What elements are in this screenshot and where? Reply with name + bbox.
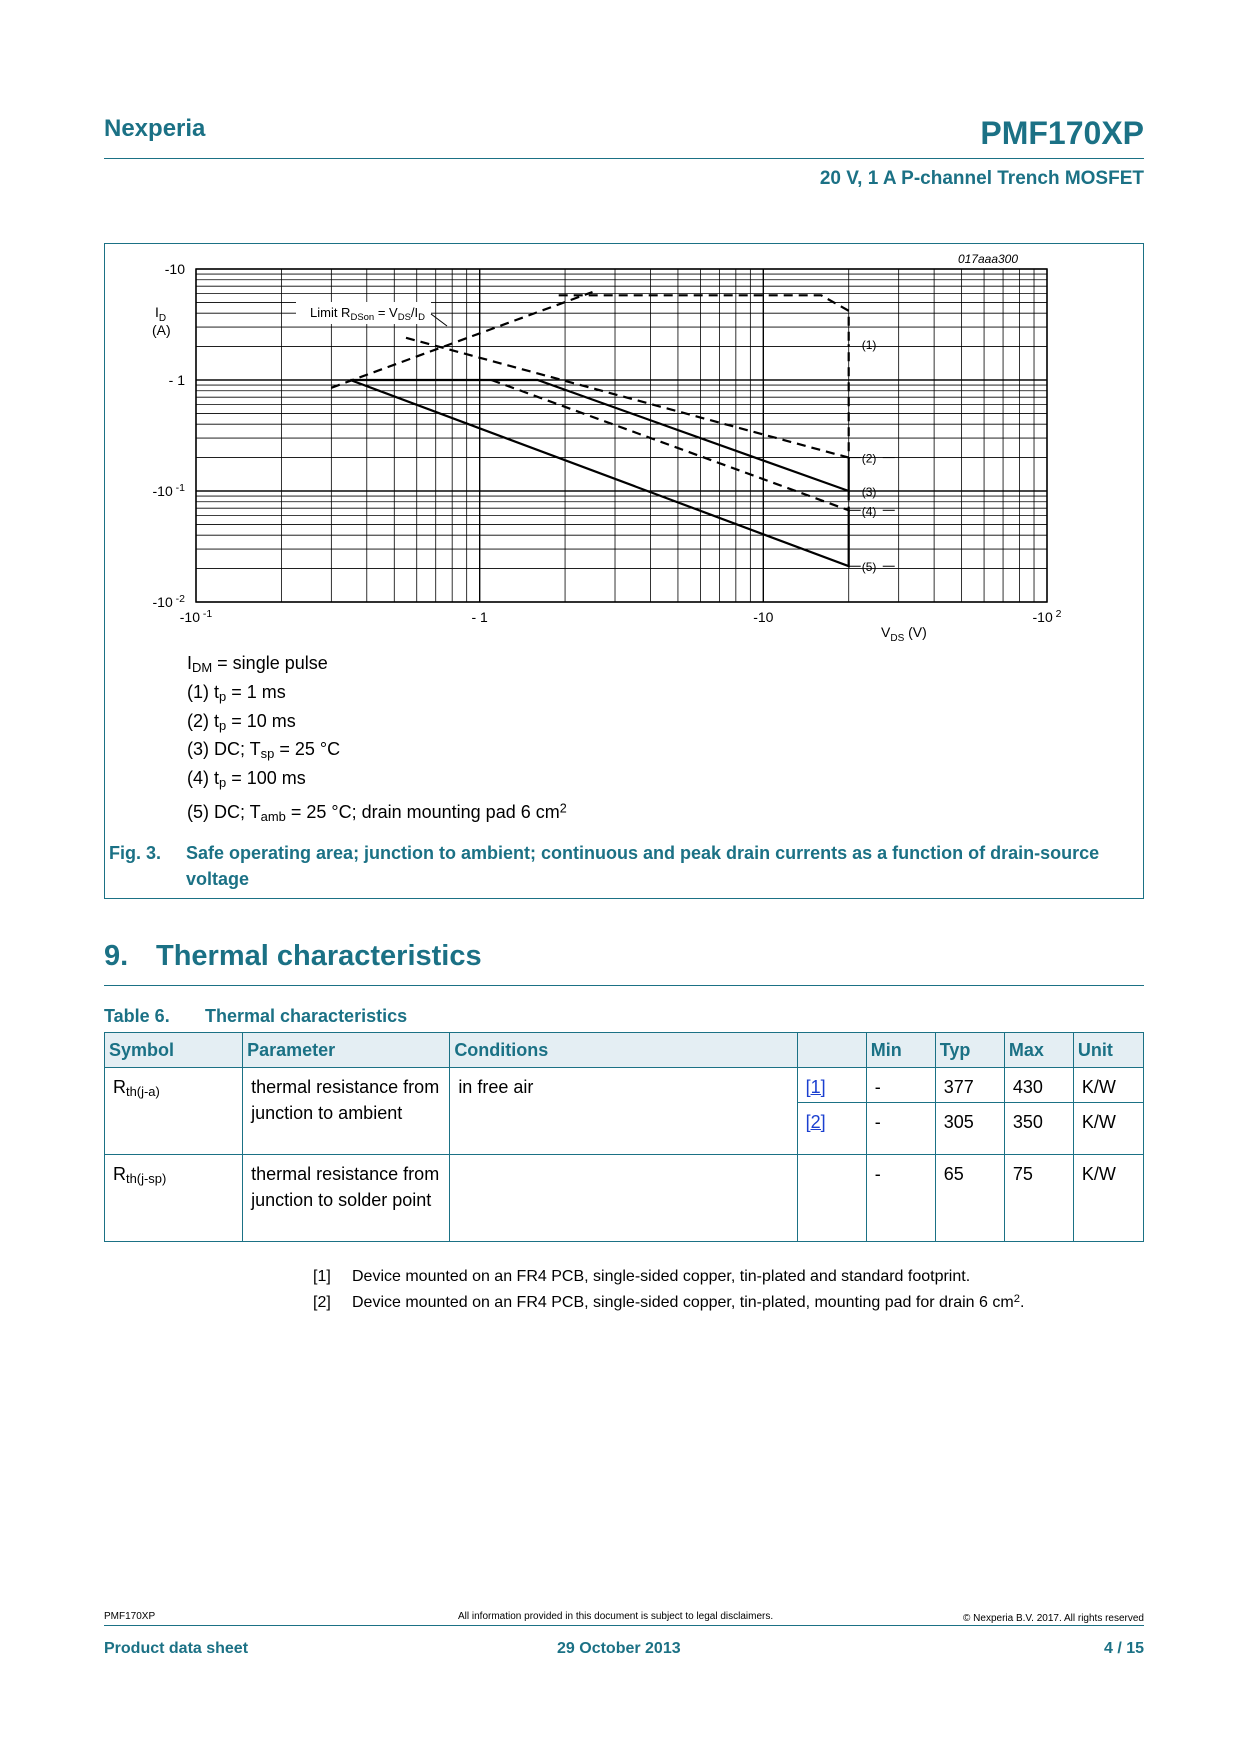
table-row bbox=[105, 1155, 1144, 1242]
x-axis-label: $V_{DS}$ (V) bbox=[881, 624, 927, 644]
series-label-1: (1) bbox=[861, 338, 877, 353]
col-header-typ: Typ bbox=[935, 1033, 1004, 1068]
limit-label-leader bbox=[431, 314, 447, 326]
x-tick-label: -10 $^{-1}$ bbox=[179, 608, 213, 625]
table-notes bbox=[313, 1264, 1024, 1316]
table-note-2: [2] Device mounted on an FR4 PCB, single-sided copper, tin-plated, mounting pad for drain 6 $cm^2$. bbox=[313, 1292, 1025, 1311]
section-rule bbox=[104, 985, 1144, 986]
cell-min: - bbox=[866, 1068, 935, 1103]
table-caption: Table 6. Thermal characteristics bbox=[104, 1006, 408, 1026]
figure-number: Fig. 3. bbox=[109, 843, 162, 863]
cell-conditions: in free air bbox=[450, 1068, 797, 1155]
cell-ref bbox=[797, 1155, 866, 1242]
footer-copyright: © Nexperia B.V. 2017. All rights reserved bbox=[963, 1613, 1144, 1624]
footer-document-type: Product data sheet bbox=[104, 1640, 249, 1657]
x-tick-label: -10 $^2$ bbox=[1032, 608, 1062, 625]
x-tick-label: -10 bbox=[753, 609, 774, 625]
cell-typ: 377 bbox=[935, 1068, 1004, 1103]
figure-box bbox=[104, 243, 1144, 899]
figure-legend bbox=[187, 649, 567, 827]
series-3 bbox=[350, 380, 848, 491]
y-tick-label: -10 $^{-2}$ bbox=[152, 593, 185, 610]
col-header-ref bbox=[797, 1033, 866, 1068]
series-label-2: (2) bbox=[861, 451, 877, 466]
y-tick-label: -10 bbox=[164, 261, 185, 277]
cell-ref bbox=[797, 1103, 866, 1155]
cell-min: - bbox=[866, 1155, 935, 1242]
series-label-3: (3) bbox=[861, 485, 877, 499]
series-label-5: (5) bbox=[861, 560, 877, 575]
soa-chart bbox=[105, 244, 1143, 648]
y-axis-label: $I_D$ bbox=[155, 304, 167, 324]
part-number: PMF170XP bbox=[980, 115, 1144, 151]
series-label-4: (4) bbox=[861, 504, 877, 519]
legend-idm: $I_{DM}$ = single pulse bbox=[187, 653, 328, 676]
cell-max: 430 bbox=[1004, 1068, 1073, 1103]
footer-date: 29 October 2013 bbox=[557, 1640, 681, 1657]
document-subtitle: 20 V, 1 A P-channel Trench MOSFET bbox=[819, 168, 1144, 189]
chart-ticks bbox=[153, 261, 1062, 625]
y-axis-unit: (A) bbox=[152, 322, 171, 338]
cell-unit: K/W bbox=[1073, 1155, 1143, 1242]
y-tick-label: -10 $^{-1}$ bbox=[152, 482, 185, 499]
series-2 bbox=[406, 338, 849, 458]
section-title: 9. Thermal characteristics bbox=[104, 940, 482, 972]
legend-item-3: (3) DC; $T_{sp} = 25$ °C bbox=[187, 739, 341, 762]
table-header-row bbox=[105, 1033, 1144, 1068]
col-header-symbol: Symbol bbox=[105, 1033, 243, 1068]
col-header-min: Min bbox=[866, 1033, 935, 1068]
col-header-unit: Unit bbox=[1073, 1033, 1143, 1068]
cell-conditions bbox=[450, 1155, 797, 1242]
x-tick-label: - 1 bbox=[471, 609, 488, 625]
cell-max: 350 bbox=[1004, 1103, 1073, 1155]
footer-part-number: PMF170XP bbox=[104, 1611, 156, 1622]
table-row bbox=[105, 1068, 1144, 1103]
legend-item-2: (2) $t_p = 10$ ms bbox=[187, 710, 296, 733]
figure-code: 017aaa300 bbox=[957, 252, 1019, 266]
cell-unit: K/W bbox=[1073, 1103, 1143, 1155]
y-tick-label: - 1 bbox=[168, 372, 185, 388]
chart-series bbox=[331, 292, 894, 574]
legend-item-5: (5) DC; $T_{amb} = 25$ °C; drain mounting pad 6 $cm^2$ bbox=[187, 801, 567, 825]
footer-page-number: 4 / 15 bbox=[1103, 1640, 1144, 1657]
footnote-link-2[interactable]: [2] bbox=[805, 1112, 826, 1132]
cell-max: 75 bbox=[1004, 1155, 1073, 1242]
cell-ref bbox=[797, 1068, 866, 1103]
cell-typ: 305 bbox=[935, 1103, 1004, 1155]
cell-min: - bbox=[866, 1103, 935, 1155]
series-5 bbox=[350, 380, 848, 566]
cell-parameter: thermal resistance from junction to ambient bbox=[243, 1068, 450, 1155]
col-header-parameter: Parameter bbox=[243, 1033, 450, 1068]
thermal-characteristics-table bbox=[104, 1032, 1144, 1242]
col-header-max: Max bbox=[1004, 1033, 1073, 1068]
legend-item-1: (1) $t_p = 1$ ms bbox=[187, 681, 286, 705]
cell-symbol: $R_{th(j-a)}$ bbox=[105, 1068, 243, 1155]
table-note-1: [1] Device mounted on an FR4 PCB, single-sided copper, tin-plated and standard footprint. bbox=[313, 1268, 971, 1285]
footer-rule bbox=[104, 1625, 1144, 1626]
limit-label: Limit $R_{DSon} = V_{DS}/I_D$ bbox=[310, 305, 426, 323]
footer-legal-notice: All information provided in this document is subject to legal disclaimers. bbox=[458, 1611, 774, 1622]
cell-typ: 65 bbox=[935, 1155, 1004, 1242]
footnote-link-1[interactable]: [1] bbox=[805, 1077, 826, 1097]
col-header-conditions: Conditions bbox=[450, 1033, 797, 1068]
legend-item-4: (4) $t_p = 100$ ms bbox=[187, 768, 306, 791]
cell-symbol: $R_{th(j-sp)}$ bbox=[105, 1155, 243, 1242]
header-rule bbox=[104, 158, 1144, 159]
cell-parameter: thermal resistance from junction to solder point bbox=[243, 1155, 450, 1242]
cell-unit: K/W bbox=[1073, 1068, 1143, 1103]
figure-caption-text: Safe operating area; junction to ambient; continuous and peak drain currents as a function of drain-source voltage bbox=[186, 843, 1100, 889]
brand-name: Nexperia bbox=[104, 115, 206, 142]
